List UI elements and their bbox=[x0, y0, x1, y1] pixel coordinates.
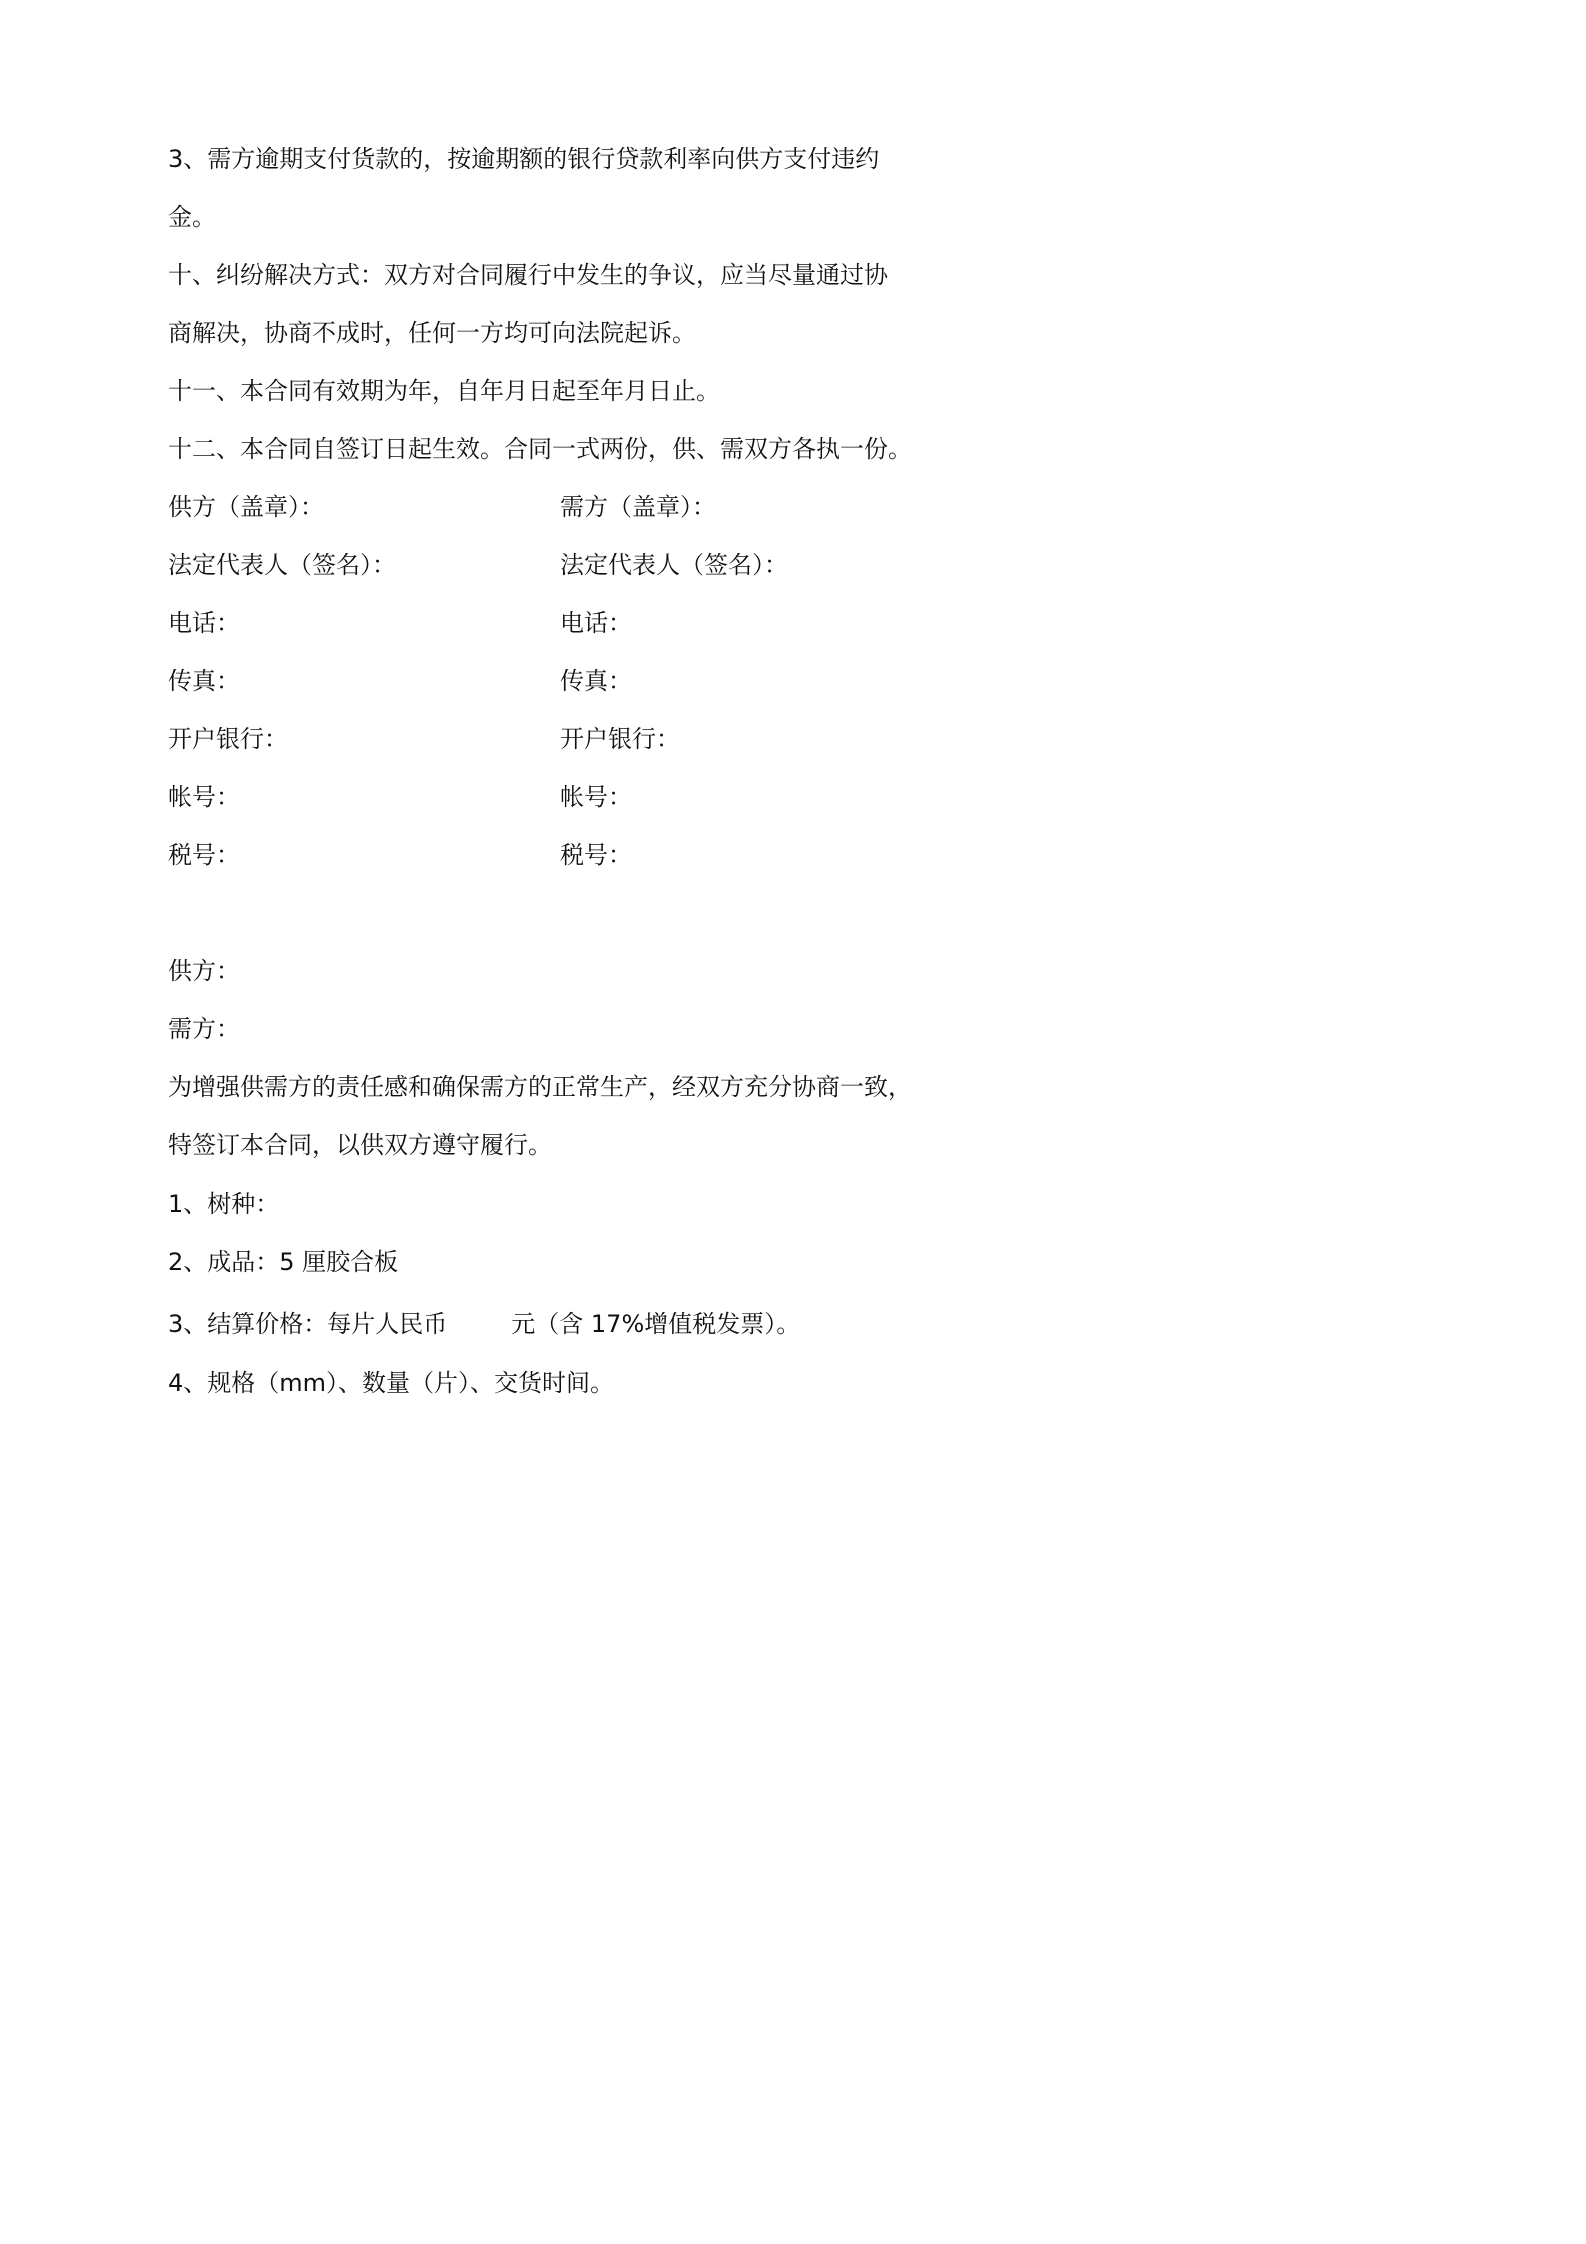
clause-11: 十一、本合同有效期为年，自年月日起至年月日止。 bbox=[168, 377, 720, 405]
buyer-seal-label: 需方（盖章）： bbox=[560, 493, 716, 521]
buyer-account-label: 帐号： bbox=[560, 783, 632, 811]
second-supplier-label: 供方： bbox=[168, 957, 240, 985]
clause-3-line-2: 金。 bbox=[168, 203, 216, 231]
supplier-fax-label: 传真： bbox=[168, 667, 240, 695]
clause-10-line-2: 商解决，协商不成时，任何一方均可向法院起诉。 bbox=[168, 319, 696, 347]
clause-10-line-1: 十、纠纷解决方式：双方对合同履行中发生的争议，应当尽量通过协 bbox=[168, 261, 888, 289]
item-3-price-suffix: 元（含 17%增值税发票）。 bbox=[511, 1310, 801, 1338]
item-3-price-label: 3、结算价格：每片人民币 bbox=[168, 1310, 448, 1338]
supplier-account-label: 帐号： bbox=[168, 783, 240, 811]
item-2-product: 2、成品：5 厘胶合板 bbox=[168, 1248, 399, 1276]
document-page bbox=[0, 0, 1109, 1568]
clause-12: 十二、本合同自签订日起生效。合同一式两份，供、需双方各执一份。 bbox=[168, 435, 912, 463]
buyer-phone-label: 电话： bbox=[560, 609, 632, 637]
supplier-rep-label: 法定代表人（签名）： bbox=[168, 551, 396, 579]
buyer-tax-label: 税号： bbox=[560, 841, 632, 869]
clause-3-line-1: 3、需方逾期支付货款的，按逾期额的银行贷款利率向供方支付违约 bbox=[168, 145, 880, 173]
supplier-seal-label: 供方（盖章）： bbox=[168, 493, 324, 521]
item-3-price bbox=[168, 1308, 800, 1340]
item-4-specs: 4、规格（mm）、数量（片）、交货时间。 bbox=[168, 1369, 615, 1397]
second-buyer-label: 需方： bbox=[168, 1015, 240, 1043]
item-1-species: 1、树种： bbox=[168, 1190, 280, 1218]
buyer-rep-label: 法定代表人（签名）： bbox=[560, 551, 788, 579]
supplier-bank-label: 开户银行： bbox=[168, 725, 288, 753]
buyer-fax-label: 传真： bbox=[560, 667, 632, 695]
intro-line-2: 特签订本合同，以供双方遵守履行。 bbox=[168, 1131, 552, 1159]
buyer-bank-label: 开户银行： bbox=[560, 725, 680, 753]
intro-line-1: 为增强供需方的责任感和确保需方的正常生产，经双方充分协商一致， bbox=[168, 1073, 912, 1101]
supplier-tax-label: 税号： bbox=[168, 841, 240, 869]
supplier-phone-label: 电话： bbox=[168, 609, 240, 637]
